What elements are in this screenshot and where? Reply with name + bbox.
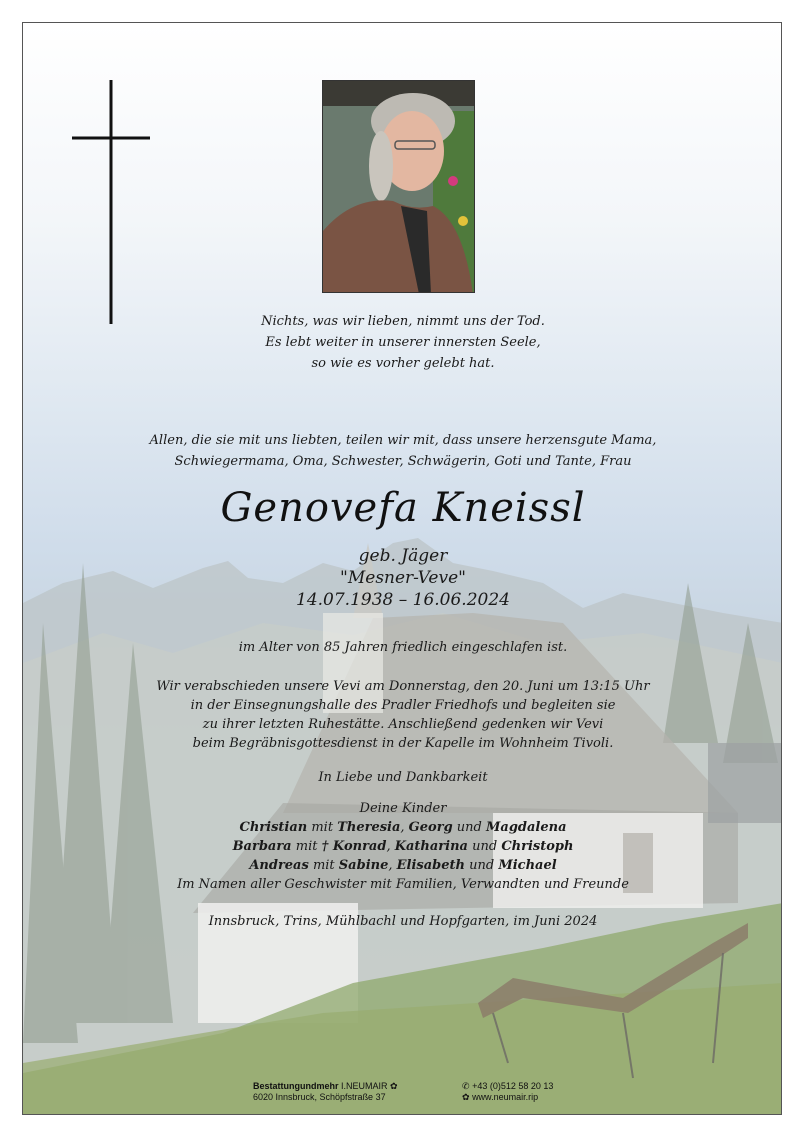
family-line: Barbara mit † Konrad, Katharina und Christoph: [232, 839, 574, 854]
cross-icon: [72, 80, 150, 324]
portrait-image: [323, 81, 475, 293]
intro-line: Allen, die sie mit uns liebten, teilen wir mit, dass unsere herzensgute Mama,: [149, 433, 657, 448]
family-line: Christian mit Theresia, Georg und Magdalena: [239, 820, 567, 835]
life-dates: 14.07.1938 – 16.06.2024: [296, 590, 510, 610]
intro-line: Schwiegermama, Oma, Schwester, Schwägerin, Goti und Tante, Frau: [174, 454, 632, 469]
service-line: beim Begräbnisgottesdienst in der Kapelle im Wohnheim Tivoli.: [192, 736, 614, 751]
butterfly-icon: ✿: [390, 1081, 398, 1091]
company-name: Bestattungundmehr I.NEUMAIR ✿: [253, 1081, 398, 1091]
quote-line: Es lebt weiter in unserer innersten Seele,: [265, 335, 541, 350]
age-text: im Alter von 85 Jahren friedlich eingeschlafen ist.: [238, 640, 568, 655]
maiden-name: geb. Jäger: [358, 546, 448, 566]
service-line: Wir verabschieden unsere Vevi am Donnerstag, den 20. Juni um 13:15 Uhr: [156, 679, 650, 694]
obituary-card: [22, 22, 782, 1115]
phone-line: ✆ +43 (0)512 58 20 13: [462, 1081, 554, 1091]
family-line: Andreas mit Sabine, Elisabeth und Michael: [249, 858, 557, 873]
portrait-photo: [322, 80, 475, 293]
place-date: Innsbruck, Trins, Mühlbachl und Hopfgarten, im Juni 2024: [208, 914, 598, 929]
footer-company: [253, 1081, 398, 1103]
footer-contact: [462, 1081, 553, 1103]
service-line: zu ihrer letzten Ruhestätte. Anschließend gedenken wir Vevi: [202, 717, 604, 732]
intro-text: [23, 430, 782, 472]
butterfly-icon: ✿: [462, 1092, 470, 1102]
name-details: [23, 545, 782, 611]
web-line: ✿ www.neumair.rip: [462, 1092, 539, 1102]
quote-line: so wie es vorher gelebt hat.: [311, 356, 495, 371]
service-line: in der Einsegnungshalle des Pradler Friedhofs und begleiten sie: [190, 698, 616, 713]
service-info: [23, 677, 782, 753]
quote-line: Nichts, was wir lieben, nimmt uns der Tod.: [261, 314, 545, 329]
phone-icon: ✆: [462, 1081, 470, 1091]
quote: [23, 311, 782, 374]
deceased-name: Genovefa Kneissl: [220, 485, 586, 531]
children-label: Deine Kinder: [359, 801, 447, 816]
family-list: [23, 799, 782, 894]
nickname: "Mesner-Veve": [340, 568, 466, 588]
love-line: In Liebe und Dankbarkeit: [318, 770, 488, 785]
siblings-line: Im Namen aller Geschwister mit Familien, Verwandten und Freunde: [177, 877, 629, 892]
company-address: 6020 Innsbruck, Schöpfstraße 37: [253, 1092, 386, 1102]
